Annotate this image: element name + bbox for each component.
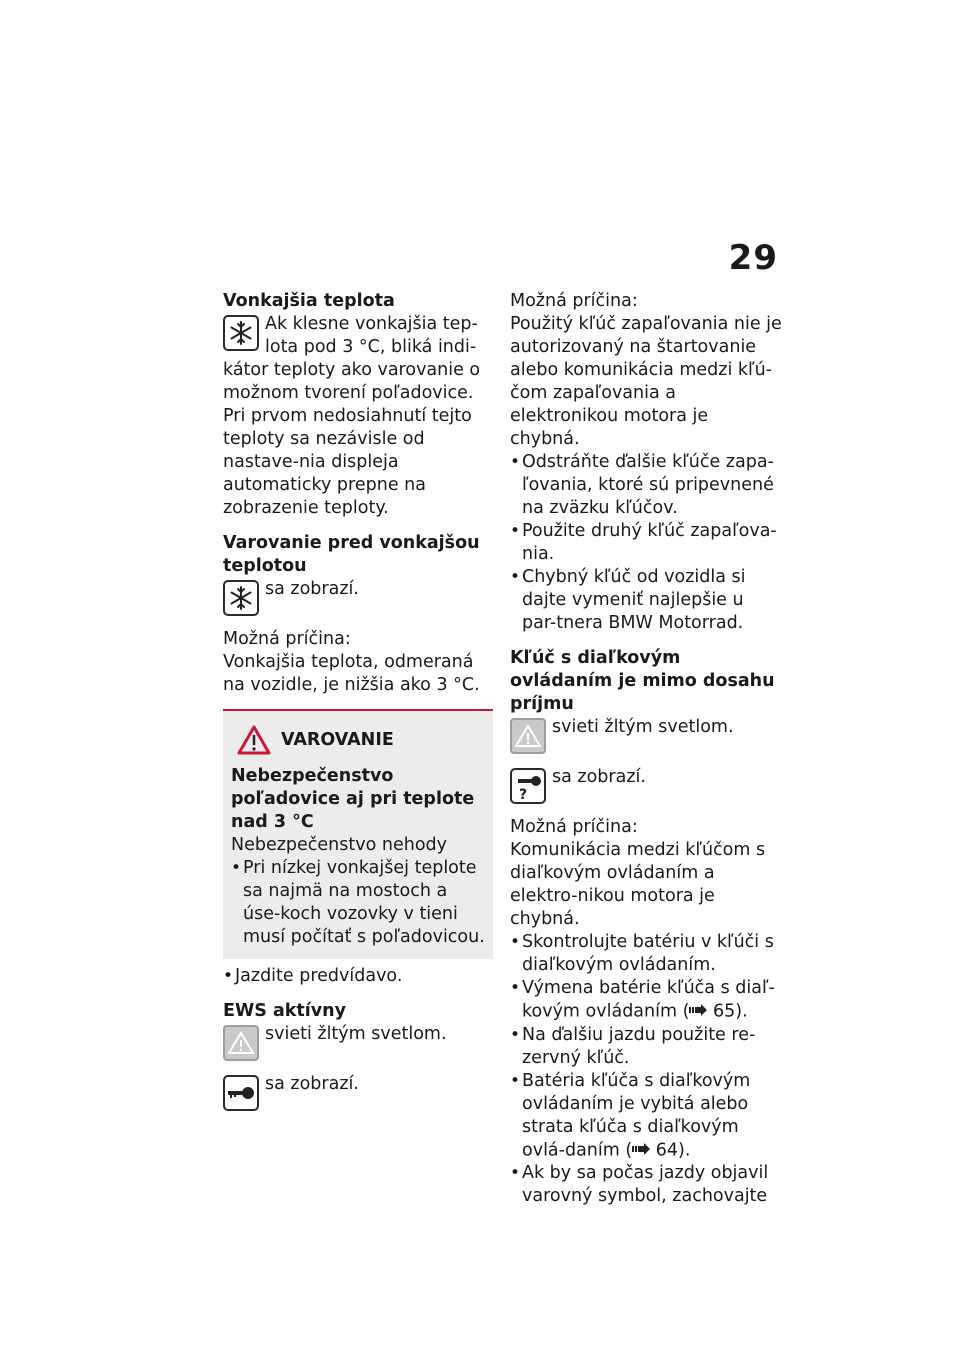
keyless-heading: Kľúč s diaľkovým ovládaním je mimo dosahu príjmu (510, 648, 775, 714)
temp-warning-cause-text: Vonkajšia teplota, odmeraná na vozidle, je nižšia ako 3 °C. (223, 652, 480, 695)
temp-warning-icon-text: sa zobrazí. (265, 579, 359, 599)
page-ref-64[interactable]: 64 (655, 1140, 679, 1160)
warning-box (223, 709, 493, 959)
right-column (510, 290, 782, 1208)
keyless-bullet-4: • Batéria kľúča s diaľkovým ovládaním je vybitá alebo strata kľúča s diaľkovým ovlá-daním ( 64). (510, 1070, 782, 1163)
arrow-reference-icon (632, 1139, 650, 1162)
svg-text:?: ? (519, 787, 528, 801)
ews-bullet-2: • Použite druhý kľúč zapaľova-nia. (510, 520, 782, 566)
outside-temp-text: kátor teploty ako varovanie o možnom tvorení poľadovice. Pri prvom nedosiahnutí tejto teploty sa nezávisle od nastave-nia displeja automaticky prepne na zobrazenie teploty. (223, 360, 481, 518)
left-column (223, 290, 493, 1111)
ews-bullet-1: • Odstráňte ďalšie kľúče zapa-ľovania, ktoré sú pripevnené na zväzku kľúčov. (510, 451, 782, 520)
outside-temp-lead (223, 313, 493, 359)
keyless-icon2-text: sa zobrazí. (552, 767, 646, 787)
page-number: 29 (728, 238, 778, 278)
ews-icon1-row (223, 1023, 493, 1061)
keyless-icon1-text: svieti žltým svetlom. (552, 717, 734, 737)
keyless-cause-label: Možná príčina: (510, 817, 638, 837)
ews-cause-label: Možná príčina: (510, 291, 638, 311)
warning-triangle-icon (510, 718, 546, 754)
outside-temp-heading: Vonkajšia teplota (223, 291, 395, 311)
ews-cause-text: Použitý kľúč zapaľovania nie je autorizovaný na štartovanie alebo komunikácia medzi kľú-čom zapaľovania a elektronikou motora je chybná. (510, 314, 782, 449)
keyless-cause-text: Komunikácia medzi kľúčom s diaľkovým ovládaním a elektro-nikou motora je chybná. (510, 840, 766, 929)
warning-type: Nebezpečenstvo nehody (231, 835, 447, 855)
keyless-icon2-row (510, 766, 782, 804)
snowflake-icon (223, 315, 259, 351)
warning-bullet: • Pri nízkej vonkajšej teplote sa najmä na mostoch a úse-koch vozovky v tieni musí počítať s poľadovicou. (231, 857, 485, 949)
key-question-icon (510, 768, 546, 804)
warning-subhead: Nebezpečenstvo poľadovice aj pri teplote nad 3 °C (231, 766, 475, 832)
page-ref-65[interactable]: 65 (713, 1001, 736, 1022)
temp-warning-icon-row (223, 578, 493, 616)
ews-icon2-row (223, 1073, 493, 1111)
temp-warning-cause-label: Možná príčina: (223, 629, 351, 649)
arrow-reference-icon (689, 1000, 707, 1023)
keyless-bullet-1: • Skontrolujte batériu v kľúči s diaľkovým ovládaním. (510, 931, 782, 977)
outside-temp-lead-line2: lota pod 3 °C, bliká indi- (265, 337, 477, 357)
keyless-bullet-3: • Na ďalšiu jazdu použite re-zervný kľúč. (510, 1024, 782, 1070)
warning-triangle-icon (223, 1025, 259, 1061)
key-icon (223, 1075, 259, 1111)
temp-warning-heading: Varovanie pred vonkajšou teplotou (223, 533, 480, 576)
ews-icon1-text: svieti žltým svetlom. (265, 1024, 447, 1044)
ews-bullet-3: • Chybný kľúč od vozidla si dajte vymeniť najlepšie u par-tnera BMW Motorrad. (510, 566, 782, 635)
ews-heading: EWS aktívny (223, 1001, 347, 1021)
warning-title: VAROVANIE (281, 729, 394, 750)
keyless-bullet-5: • Ak by sa počas jazdy objavil varovný symbol, zachovajte (510, 1162, 782, 1208)
drive-bullet: • Jazdite predvídavo. (223, 965, 493, 988)
keyless-icon1-row (510, 716, 782, 754)
snowflake-icon (223, 580, 259, 616)
warning-triangle-icon (237, 725, 271, 755)
ews-icon2-text: sa zobrazí. (265, 1074, 359, 1094)
outside-temp-lead-line1: Ak klesne vonkajšia tep- (265, 314, 478, 334)
keyless-bullet-2: • Výmena batérie kľúča s diaľ-kovým ovládaním ( 65). (510, 977, 782, 1024)
